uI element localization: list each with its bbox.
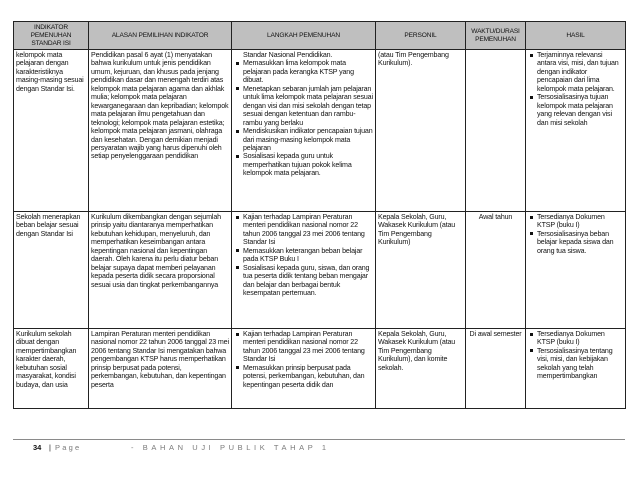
table-row (14, 50, 626, 212)
list-item: Kajian terhadap Lampiran Peraturan menteri pendidikan nasional nomor 22 tahun 2006 tanggal 23 mei 2006 tentang Standar Isi (234, 330, 373, 364)
cell-indikator: Sekolah menerapkan beban belajar sesuai dengan Standar Isi (14, 212, 89, 329)
langkah-list (234, 59, 373, 177)
requirements-table (13, 21, 626, 409)
header-langkah: LANGKAH PEMENUHAN (232, 22, 376, 50)
cell-personil: Kepala Sekolah, Guru, Wakasek Kurikulum (atau Tim Pengembang Kurikulum), dan komite sekolah. (376, 329, 466, 409)
page-number: 34 (33, 443, 42, 452)
langkah-lead-text: Standar Nasional Pendidikan. (243, 51, 333, 59)
cell-alasan: Lampiran Peraturan menteri pendidikan nasional nomor 22 tahun 2006 tanggal 23 mei 2006 tentang Standar Isi mengatakan bahwa pengembangan KTSP harus memperhatikan prinsip berpusat pada potensi, perkembangan, kebutuhan, dan kepentingan peserta (89, 329, 232, 409)
header-waktu: WAKTU/DURASI PEMENUHAN (466, 22, 526, 50)
list-item: Sosialisasi kepada guru, siswa, dan orang tua peserta didik tentang beban mengajar dan belajar dan berbagai bentuk kesempatan pertemuan. (234, 264, 373, 298)
list-item: Tersedianya Dokumen KTSP (buku I) (528, 330, 623, 347)
table-row (14, 212, 626, 329)
list-item: Memasukkan keterangan beban belajar pada KTSP Buku I (234, 247, 373, 264)
header-indikator: INDIKATOR PEMENUHAN STANDAR ISI (14, 22, 89, 50)
hasil-list (528, 330, 623, 381)
cell-indikator: Kurikulum sekolah dibuat dengan mempertimbangkan karakter daerah, kebutuhan sosial masyarakat, kondisi budaya, dan usia (14, 329, 89, 409)
header-hasil: HASIL (526, 22, 626, 50)
document-series-label: - BAHAN UJI PUBLIK TAHAP 1 (131, 443, 330, 452)
list-item: Tersosialisasinya tujuan kelompok mata pelajaran yang relevan dengan visi dan misi sekolah (528, 93, 623, 127)
cell-alasan: Pendidikan pasal 6 ayat (1) menyatakan bahwa kurikulum untuk jenis pendidikan umum, kejuruan, dan khusus pada jenjang pendidikan dasar dan menengah terdiri atas kelompok mata pelajaran agama dan akhlak mulia; kelompok mata pelajaran kewarganegaraan dan kepribadian; kelompok mata pelajaran ilmu pengetahuan dan teknologi; kelompok mata pelajaran estetika; kelompok mata pelajaran jasmani, olahraga dan kesehatan. Dengan demikian menjadi persyaratan wajib yang harus dipenuhi oleh setiap penyelenggaraan pendidikan (89, 50, 232, 212)
cell-indikator: kelompok mata pelajaran dengan karakteristiknya masing-masing sesuai dengan Standar Isi. (14, 50, 89, 212)
cell-langkah (232, 329, 376, 409)
langkah-list (234, 330, 373, 389)
list-item: Memasukkan lima kelompok mata pelajaran pada kerangka KTSP yang dibuat. (234, 59, 373, 84)
cell-langkah (232, 212, 376, 329)
hasil-list (528, 213, 623, 255)
list-item: Sosialisasi kepada guru untuk memperhatikan tujuan pokok kelima kelompok mata pelajaran. (234, 152, 373, 177)
list-item: Tersosialisasinya beban belajar kepada siswa dan orang tua siswa. (528, 230, 623, 255)
header-alasan: ALASAN PEMILIHAN INDIKATOR (89, 22, 232, 50)
cell-waktu: Di awal semester (466, 329, 526, 409)
cell-hasil (526, 212, 626, 329)
langkah-list (234, 213, 373, 298)
cell-hasil (526, 329, 626, 409)
cell-alasan: Kurikulum dikembangkan dengan sejumlah prinsip yaitu diantaranya memperhatikan kebutuhan kehidupan, menyeluruh, dan memperhatikan keseimbangan antara kepentingan nasional dan kepentingan daerah. Oleh karena itu perlu diatur beban belajar supaya dapat memberi pelayanan kepada peserta didik secara proporsional sesuai usia dan tingkat perkembangannya (89, 212, 232, 329)
list-item: Mendiskusikan indikator pencapaian tujuan dari masing-masing kelompok mata pelajaran (234, 127, 373, 152)
list-item: Tersedianya Dokumen KTSP (buku I) (528, 213, 623, 230)
list-item: Memasukkan prinsip berpusat pada potensi, perkembangan, kebutuhan, dan kepentingan peserta didik dan (234, 364, 373, 389)
list-item: Kajian terhadap Lampiran Peraturan menteri pendidikan nasional nomor 22 tahun 2006 tanggal 23 mei 2006 tentang Standar Isi (234, 213, 373, 247)
cell-waktu (466, 50, 526, 212)
hasil-list (528, 51, 623, 127)
cell-personil: Kepala Sekolah, Guru, Wakasek Kurikulum (atau Tim Pengembang Kurikulum) (376, 212, 466, 329)
header-personil: PERSONIL (376, 22, 466, 50)
table-header-row (14, 22, 626, 50)
list-item: Terjaminnya relevansi antara visi, misi, dan tujuan dengan indikator pencapaian dari lima kelompok mata pelajaran. (528, 51, 623, 93)
cell-hasil (526, 50, 626, 212)
cell-langkah (232, 50, 376, 212)
cell-personil: (atau Tim Pengembang Kurikulum). (376, 50, 466, 212)
list-item: Tersosialisasinya tentang visi, misi, dan kebijakan sekolah yang telah mempertimbangkan (528, 347, 623, 381)
list-item: Menetapkan sebaran jumlah jam pelajaran untuk lima kelompok mata pelajaran sesuai dengan visi dan misi sekolah dengan tetap sesuai dengan ketentuan dan rambu-rambu yang berlaku (234, 85, 373, 127)
table-row (14, 329, 626, 409)
page-footer (13, 439, 625, 456)
page-label: Page (55, 443, 82, 452)
footer-separator: | (49, 443, 51, 452)
cell-waktu: Awal tahun (466, 212, 526, 329)
